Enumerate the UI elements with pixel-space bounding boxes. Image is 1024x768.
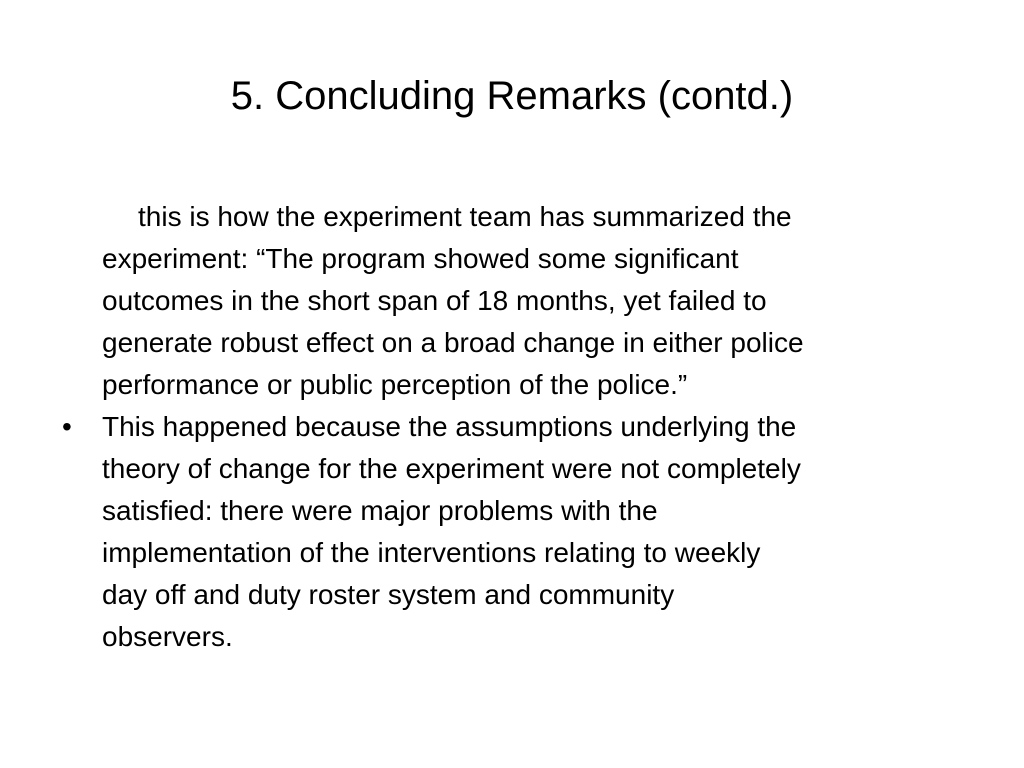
paragraph-line: theory of change for the experiment were not completely [102, 453, 801, 484]
paragraph-line: implementation of the interventions relating to weekly [102, 537, 761, 568]
paragraph-line: this is how the experiment team has summarized the [138, 201, 792, 232]
paragraph-line: This happened because the assumptions underlying the [102, 411, 797, 442]
paragraph-line: performance or public perception of the police.” [102, 369, 688, 400]
bullet-icon: • [62, 411, 72, 442]
paragraph-line: satisfied: there were major problems with the [102, 495, 658, 526]
slide-body [62, 196, 972, 658]
paragraph-line: generate robust effect on a broad change in either police [102, 327, 804, 358]
slide-title: 5. Concluding Remarks (contd.) [230, 74, 794, 118]
paragraph-line: outcomes in the short span of 18 months, yet failed to [102, 285, 767, 316]
paragraph-line: day off and duty roster system and community [102, 579, 675, 610]
bullet-point [62, 406, 972, 658]
summary-paragraph [62, 196, 972, 406]
paragraph-line: experiment: “The program showed some significant [102, 243, 739, 274]
paragraph-line: observers. [102, 621, 233, 652]
